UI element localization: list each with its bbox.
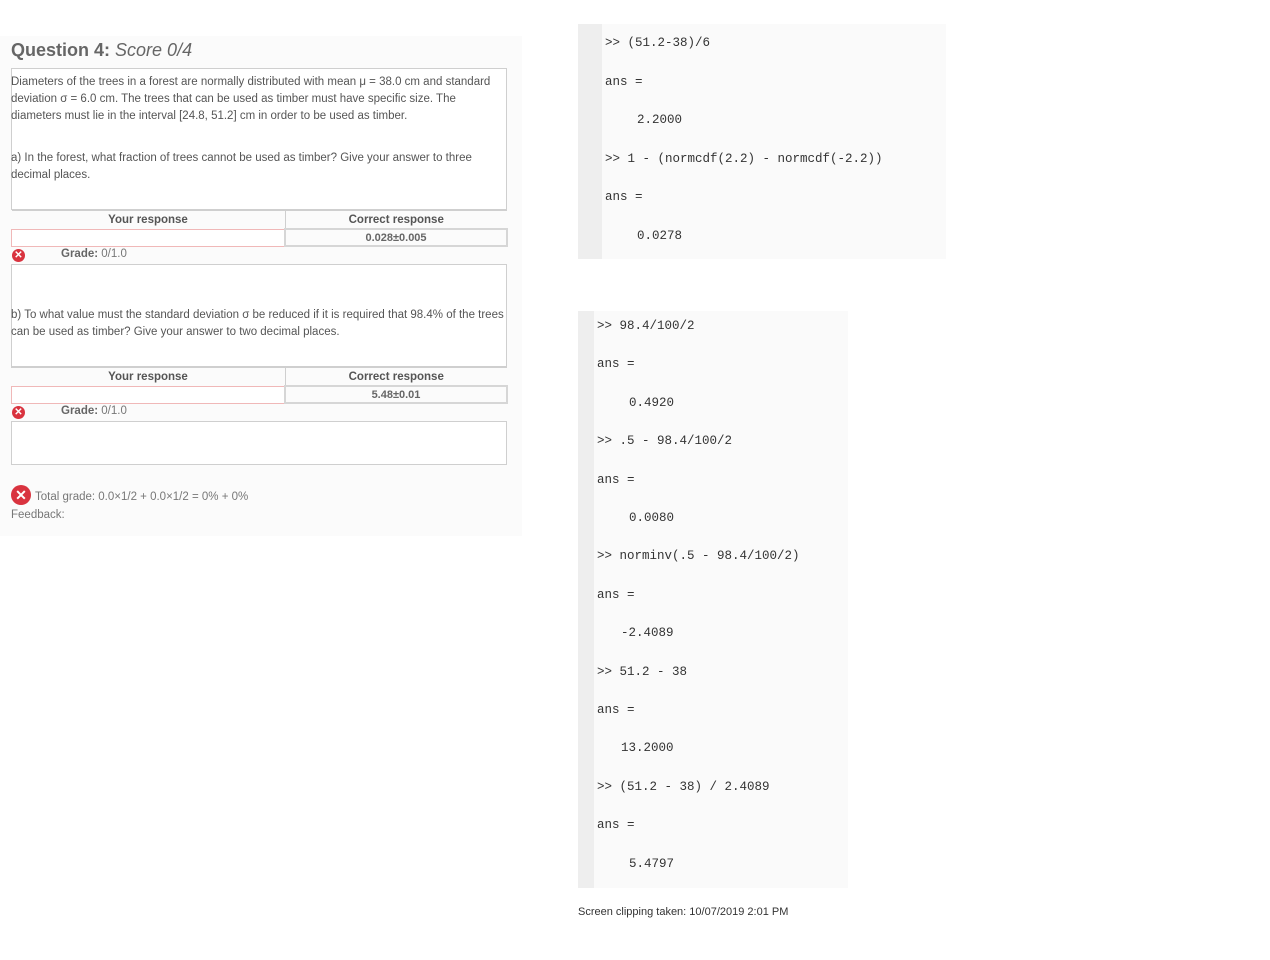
console-command: >> (51.2 - 38) / 2.4089 — [597, 779, 770, 794]
part-a-your-response[interactable] — [12, 229, 286, 246]
console-ans-label: ans = — [597, 818, 635, 833]
console-result: -2.4089 — [621, 626, 674, 641]
console-gutter — [578, 311, 594, 888]
feedback-box — [11, 421, 507, 465]
console-result: 0.0080 — [629, 511, 675, 525]
part-a-grade — [61, 248, 127, 260]
part-b-prompt: b) To what value must the standard deviation σ be reduced if it is required that 98.4% of the trees can be used as timber? Give your answer to two decimal places. — [11, 309, 504, 338]
console-command: >> 98.4/100/2 — [597, 319, 695, 333]
cross-circle-icon: ✕ — [12, 249, 25, 262]
question-number: Question 4: — [11, 40, 111, 60]
console-result: 5.4797 — [629, 856, 675, 871]
total-grade: Total grade: 0.0×1/2 + 0.0×1/2 = 0% + 0% — [35, 491, 249, 503]
console-ans-label: ans = — [597, 703, 635, 717]
grade-value: 0/1.0 — [101, 405, 127, 417]
part-a-response-table — [11, 209, 508, 247]
part-b-your-response[interactable] — [12, 386, 286, 403]
correct-response-header: Correct response — [285, 367, 507, 386]
console-command: >> 1 - (normcdf(2.2) - normcdf(-2.2)) — [605, 151, 883, 166]
console-ans-label: ans = — [597, 587, 635, 602]
console-ans-label: ans = — [605, 190, 643, 204]
console-gutter — [578, 24, 602, 259]
console-command: >> (51.2-38)/6 — [605, 36, 711, 50]
question-intro: Diameters of the trees in a forest are normally distributed with mean μ = 38.0 cm and standard deviation σ = 6.0 cm. The trees that can be used as timber must have specific size. The diameters must lie in the interval [24.8, 51.2] cm in order to be used as timber. — [11, 76, 491, 122]
grade-label: Grade: — [61, 248, 99, 260]
console-ans-label: ans = — [605, 74, 643, 89]
part-a-prompt: a) In the forest, what fraction of trees cannot be used as timber? Give your answer to three decimal places. — [11, 152, 472, 181]
console-result: 0.4920 — [629, 395, 675, 410]
matlab-console-top — [578, 24, 946, 259]
console-ans-label: ans = — [597, 357, 635, 372]
part-b-grade — [61, 405, 127, 417]
console-result: 13.2000 — [621, 741, 674, 756]
your-response-header: Your response — [12, 367, 286, 386]
console-command: >> .5 - 98.4/100/2 — [597, 434, 733, 449]
grade-value: 0/1.0 — [101, 248, 127, 260]
part-b-response-table — [11, 366, 508, 404]
feedback-label: Feedback: — [11, 509, 65, 521]
console-ans-label: ans = — [597, 472, 635, 487]
cross-circle-icon: ✕ — [11, 485, 31, 505]
correct-response-header: Correct response — [285, 210, 507, 229]
console-result: 0.0278 — [637, 228, 683, 243]
screen-clipping-caption: Screen clipping taken: 10/07/2019 2:01 PM — [578, 906, 789, 918]
question-score: Score 0/4 — [115, 40, 193, 60]
grade-label: Grade: — [61, 405, 99, 417]
cross-circle-icon: ✕ — [12, 406, 25, 419]
part-a-correct-response: 0.028±0.005 — [285, 229, 507, 246]
console-command: >> 51.2 - 38 — [597, 664, 688, 679]
part-b-correct-response: 5.48±0.01 — [285, 386, 507, 403]
console-command: >> norminv(.5 - 98.4/100/2) — [597, 549, 800, 564]
your-response-header: Your response — [12, 210, 286, 229]
console-result: 2.2000 — [637, 113, 683, 127]
matlab-console-bottom — [578, 311, 848, 888]
question-title — [11, 40, 192, 61]
